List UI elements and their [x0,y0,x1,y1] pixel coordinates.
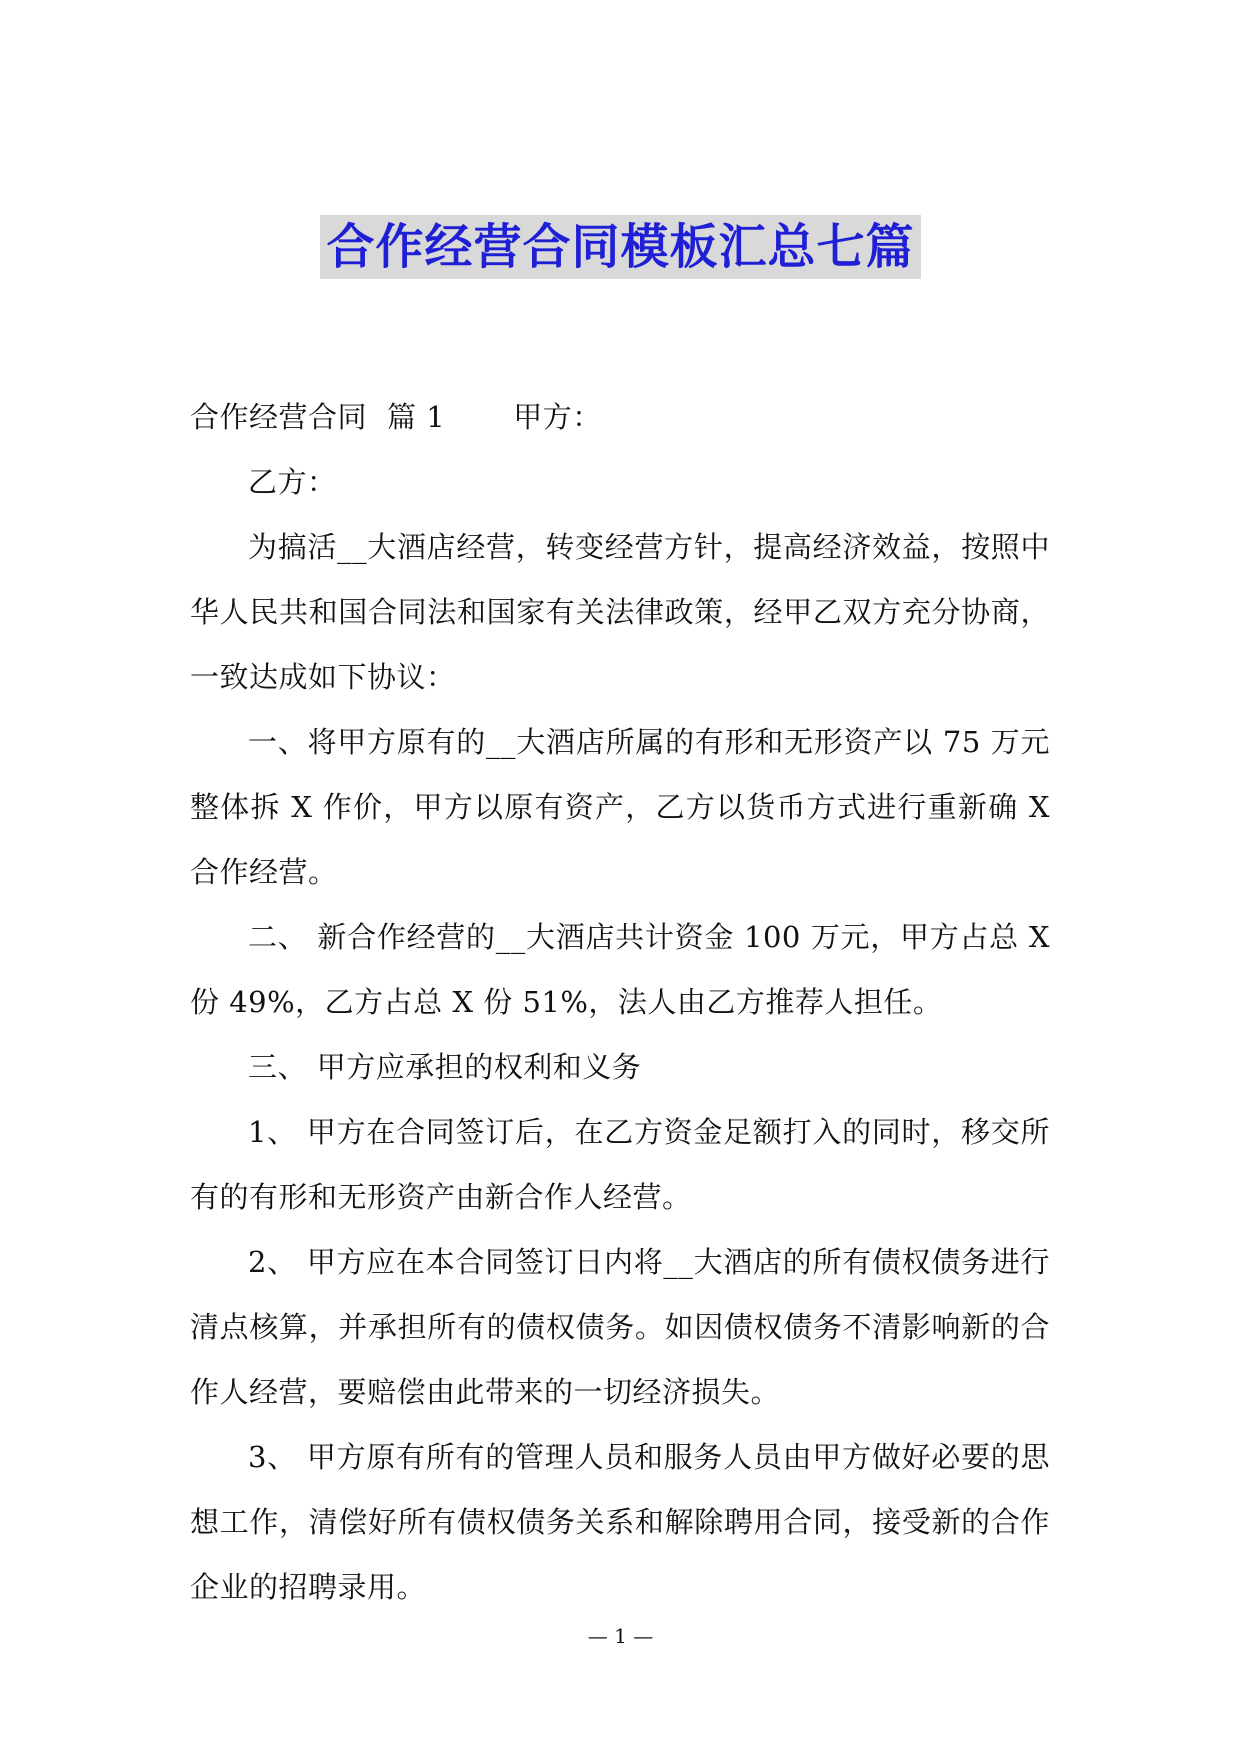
contract-piece-number: 篇 1 [387,400,446,434]
paragraph-item-1: 1、 甲方在合同签订后，在乙方资金足额打入的同时，移交所有的有形和无形资产由新合作人经营。 [190,1115,1050,1214]
paragraph-clause-2: 二、 新合作经营的__大酒店共计资金 100 万元，甲方占总 X 份 49%，乙方占总 X 份 51%，法人由乙方推荐人担任。 [190,920,1050,1019]
document-body [190,385,1050,1620]
contract-header-line [190,385,1050,450]
contract-label: 合作经营合同 [190,400,368,434]
title-container [0,215,1241,279]
paragraph-clause-1: 一、将甲方原有的__大酒店所属的有形和无形资产以 75 万元整体拆 X 作价，甲方以原有资产，乙方以货币方式进行重新确 X 合作经营。 [190,725,1050,889]
paragraph-item-2: 2、 甲方应在本合同签订日内将__大酒店的所有债权债务进行清点核算，并承担所有的债权债务。如因债权债务不清影响新的合作人经营，要赔偿由此带来的一切经济损失。 [190,1245,1050,1409]
document-title: 合作经营合同模板汇总七篇 [320,215,920,279]
paragraph-clause-3-heading: 三、 甲方应承担的权利和义务 [248,1050,642,1084]
paragraph-preamble: 为搞活__大酒店经营，转变经营方针，提高经济效益，按照中华人民共和国合同法和国家有关法律政策，经甲乙双方充分协商，一致达成如下协议： [190,530,1050,694]
party-a-label: 甲方： [513,400,602,434]
party-b-label: 乙方： [248,465,337,499]
page-number: — 1 — [587,1624,654,1648]
paragraph-item-3: 3、 甲方原有所有的管理人员和服务人员由甲方做好必要的思想工作，清偿好所有债权债务关系和解除聘用合同，接受新的合作企业的招聘录用。 [190,1440,1050,1604]
